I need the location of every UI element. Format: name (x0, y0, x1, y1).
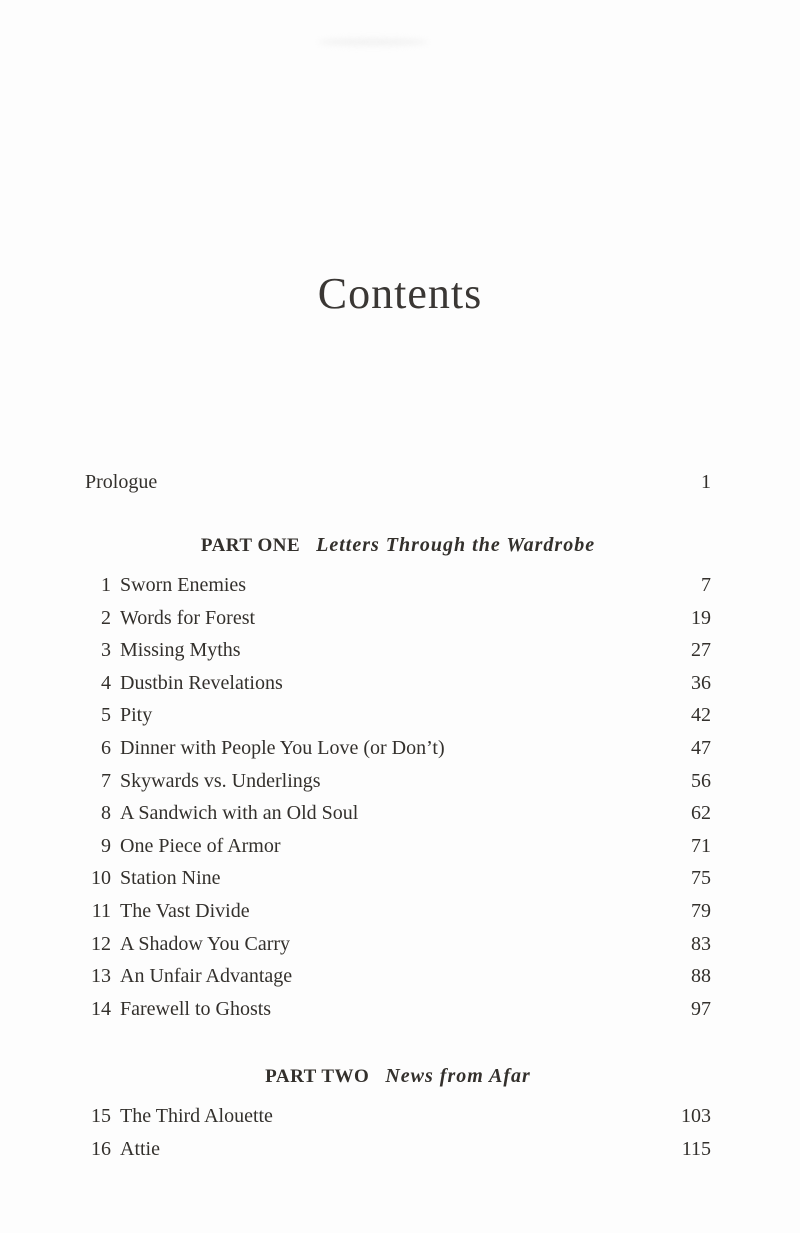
toc-entry (85, 960, 711, 993)
chapter-title: Skywards vs. Underlings (120, 769, 321, 792)
chapter-page-number: 47 (691, 736, 711, 759)
chapter-title: Missing Myths (120, 639, 241, 662)
chapter-page-number: 83 (691, 932, 711, 955)
chapter-number: 5 (101, 704, 111, 727)
page-title: Contents (317, 269, 483, 318)
chapter-title: A Shadow You Carry (120, 932, 291, 955)
chapter-page-number: 88 (691, 965, 711, 988)
chapter-number: 4 (101, 671, 111, 694)
chapter-number: 9 (101, 834, 111, 857)
chapter-page-number: 103 (681, 1105, 711, 1128)
chapter-title: One Piece of Armor (120, 834, 281, 857)
chapter-number: 13 (91, 965, 111, 988)
chapter-title: The Third Alouette (120, 1105, 273, 1128)
toc-entry (85, 928, 711, 961)
chapter-page-number: 115 (681, 1137, 711, 1160)
chapter-number: 15 (91, 1105, 111, 1128)
chapter-page-number: 75 (691, 867, 711, 890)
table-of-contents (85, 470, 711, 1166)
toc-entry (85, 765, 711, 798)
chapter-title: Attie (120, 1137, 160, 1160)
part-heading-label: PART TWO (265, 1066, 370, 1088)
toc-entry (85, 699, 711, 732)
chapter-title: An Unfair Advantage (120, 965, 293, 988)
chapter-number: 12 (91, 932, 111, 955)
chapter-page-number: 27 (691, 639, 711, 662)
prologue-page-number: 1 (701, 471, 711, 493)
chapter-number: 7 (101, 769, 111, 792)
part-heading (85, 532, 711, 558)
chapter-page-number: 7 (701, 574, 711, 596)
chapter-number: 3 (101, 639, 111, 662)
toc-entry (85, 830, 711, 863)
chapter-title: Farewell to Ghosts (120, 997, 272, 1020)
chapter-number: 11 (91, 899, 111, 922)
chapter-title: Pity (120, 704, 153, 727)
ink-bleedthrough-smudge (318, 38, 428, 46)
toc-entry (85, 569, 711, 602)
chapter-title: Sworn Enemies (120, 574, 247, 596)
part-heading-subtitle: News from Afar (385, 1065, 531, 1088)
chapter-title: Station Nine (120, 867, 221, 890)
chapter-number: 14 (91, 997, 111, 1020)
parts-container (85, 532, 711, 1166)
chapter-list (85, 1100, 711, 1165)
toc-entry (85, 895, 711, 928)
chapter-title: A Sandwich with an Old Soul (120, 802, 359, 825)
chapter-page-number: 42 (691, 704, 711, 727)
part-heading-label: PART ONE (200, 535, 301, 556)
chapter-number: 16 (91, 1137, 111, 1160)
chapter-page-number: 97 (691, 997, 711, 1020)
chapter-page-number: 56 (691, 769, 711, 792)
chapter-page-number: 36 (691, 671, 711, 694)
toc-entry (85, 732, 711, 765)
toc-entry-prologue (85, 470, 711, 494)
chapter-page-number: 19 (691, 606, 711, 629)
toc-entry (85, 634, 711, 667)
toc-entry (85, 862, 711, 895)
toc-entry (85, 602, 711, 635)
chapter-title: Dustbin Revelations (120, 671, 283, 694)
chapter-number: 6 (101, 736, 111, 759)
chapter-number: 2 (101, 606, 111, 629)
chapter-title: Dinner with People You Love (or Don’t) (120, 736, 445, 759)
toc-entry (85, 1133, 711, 1166)
chapter-list (85, 569, 711, 1025)
toc-entry (85, 993, 711, 1026)
chapter-title: Words for Forest (120, 606, 256, 629)
chapter-title: The Vast Divide (120, 899, 250, 922)
chapter-page-number: 62 (691, 802, 711, 825)
toc-entry (85, 797, 711, 830)
part-heading-subtitle: Letters Through the Wardrobe (316, 534, 596, 556)
chapter-number: 10 (91, 867, 111, 890)
toc-entry (85, 667, 711, 700)
chapter-page-number: 79 (691, 899, 711, 922)
prologue-label: Prologue (85, 471, 158, 493)
chapter-number: 1 (101, 574, 111, 596)
part-heading (85, 1063, 711, 1089)
chapter-page-number: 71 (691, 834, 711, 857)
toc-entry (85, 1100, 711, 1133)
chapter-number: 8 (101, 802, 111, 825)
